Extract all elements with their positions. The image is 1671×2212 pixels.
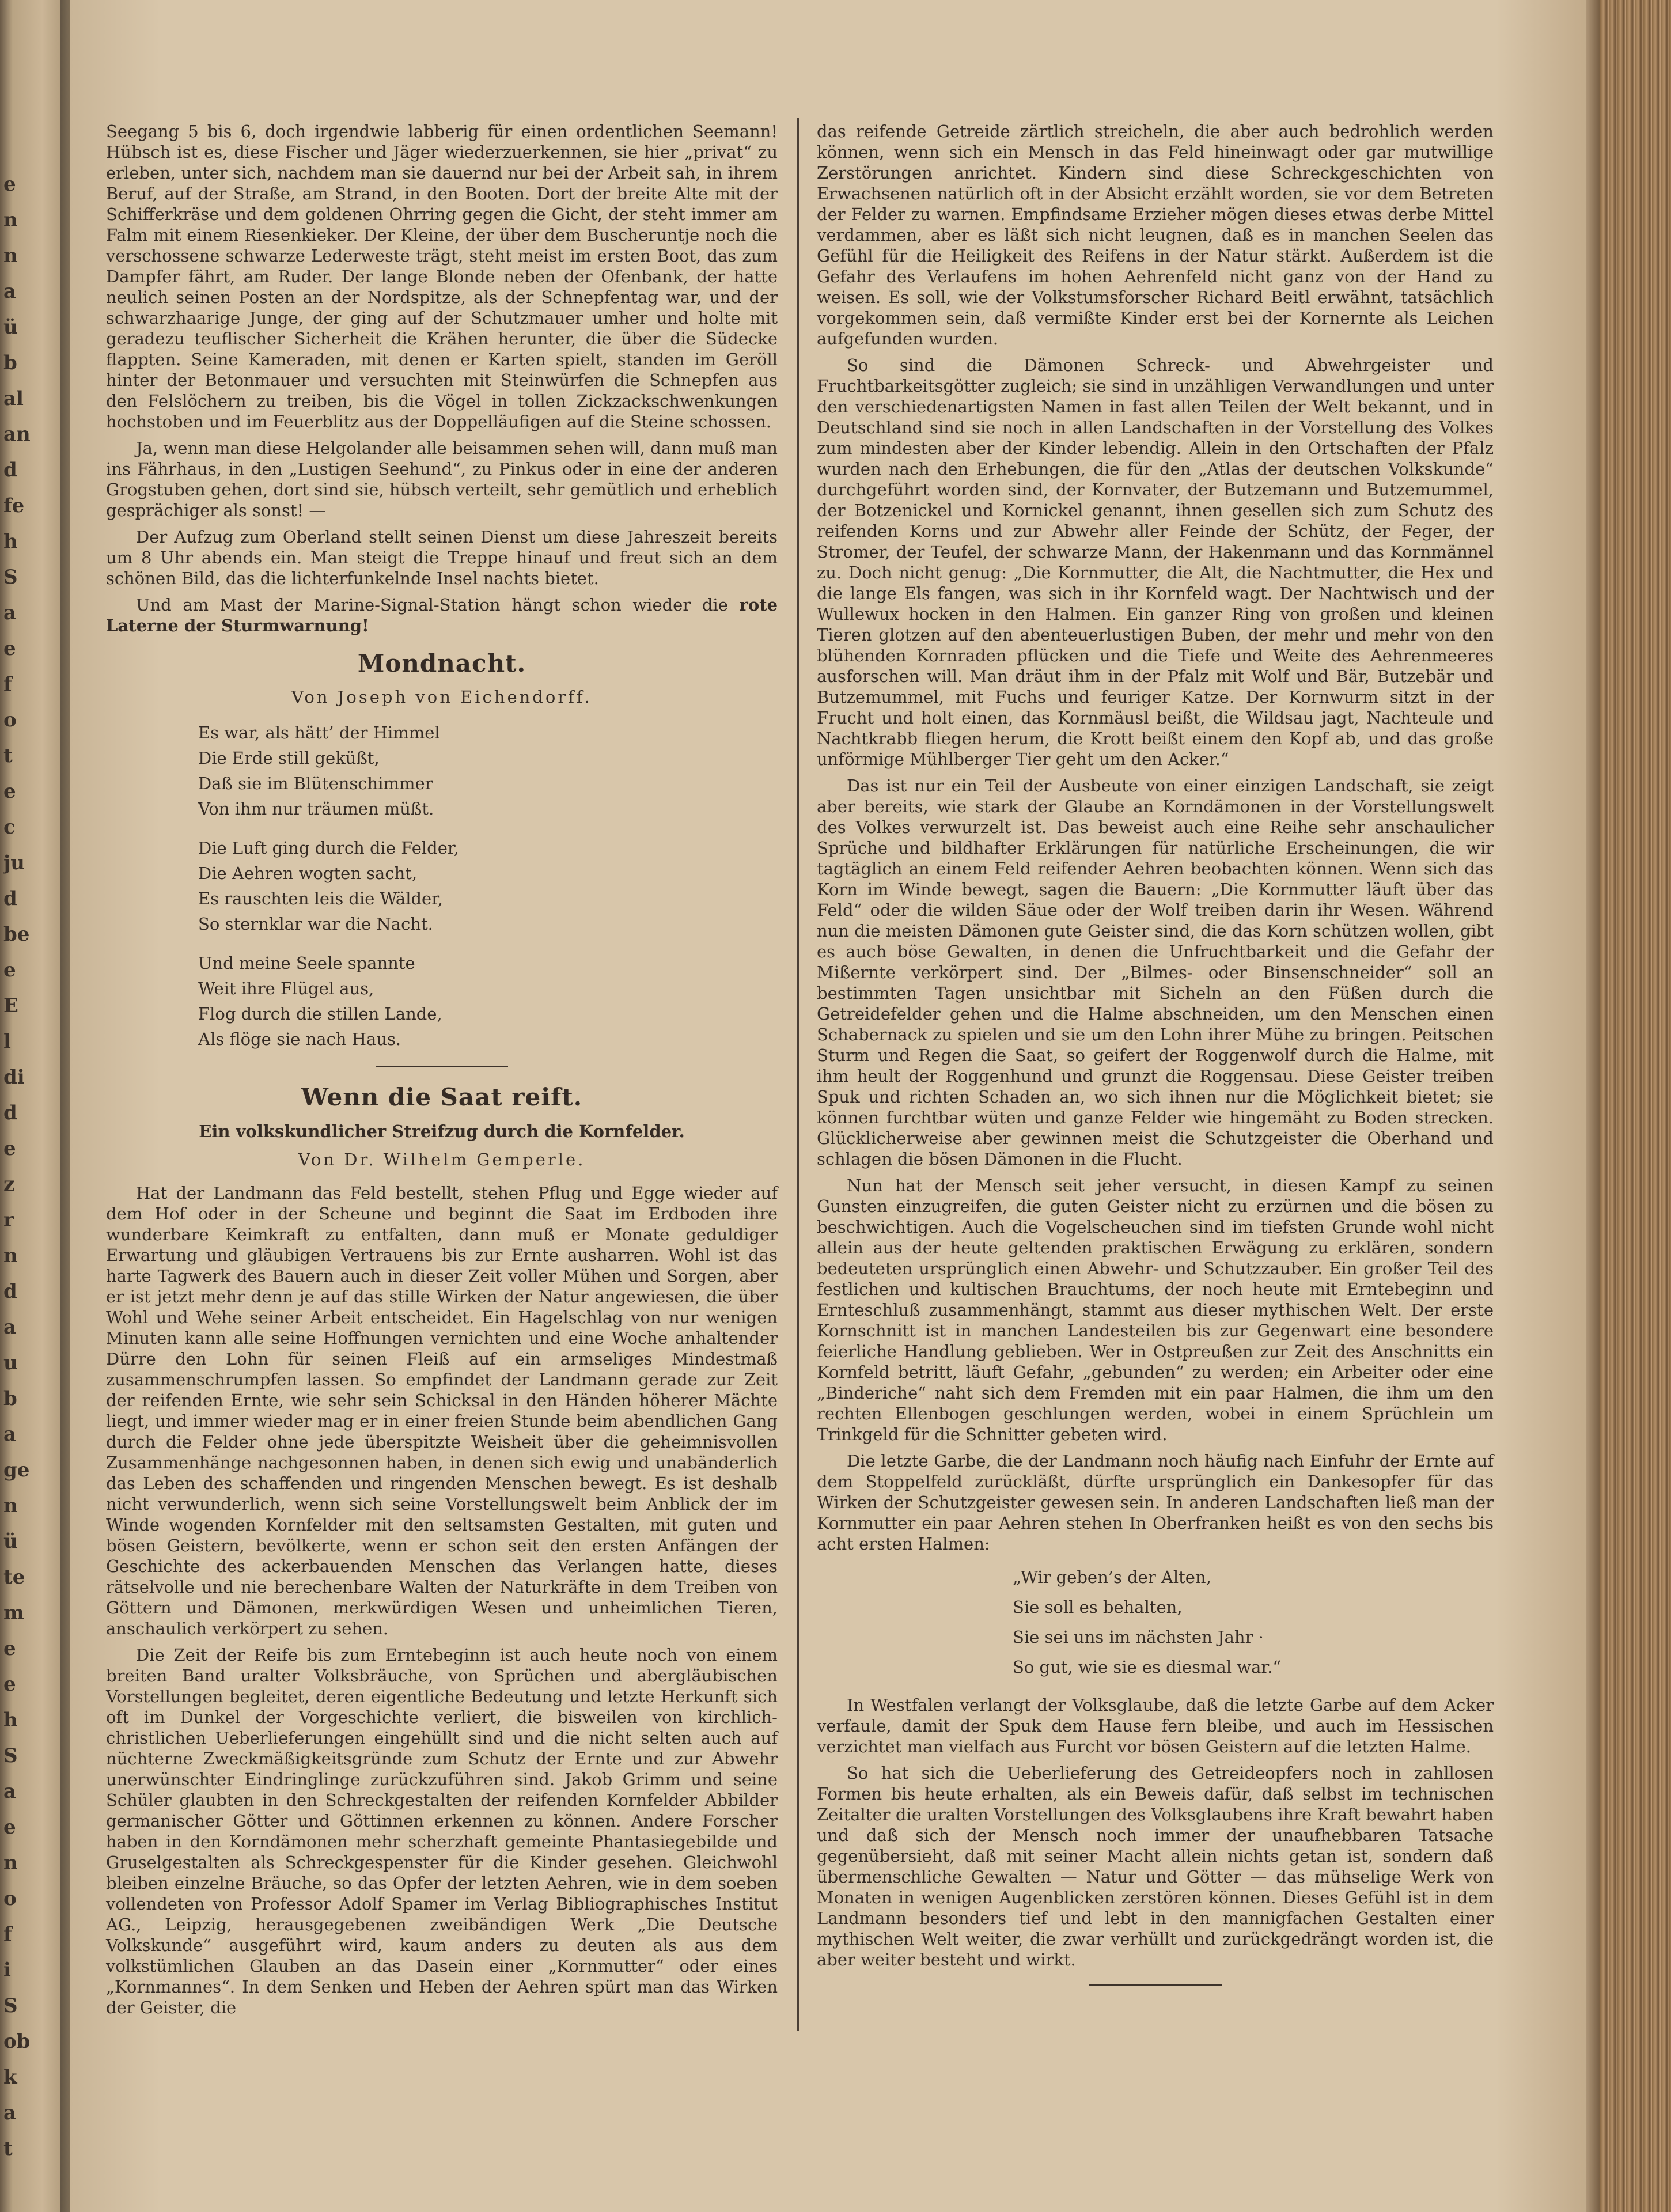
margin-fragment: S — [3, 1744, 18, 1767]
margin-fragment: be — [3, 923, 30, 946]
margin-fragment: al — [3, 387, 24, 410]
margin-fragment: n — [3, 1244, 18, 1267]
paragraph — [106, 594, 778, 636]
margin-fragment: f — [3, 673, 12, 696]
margin-fragment: e — [3, 780, 16, 803]
margin-fragment: b — [3, 351, 17, 374]
margin-fragment: ob — [3, 2030, 31, 2053]
paragraph: So hat sich die Ueberlieferung des Getreideopfers noch in zahllosen Formen bis heute erhalten, als ein Beweis dafür, daß selbst im technischen Zeitalter die uralten Vorstellungen des Volksglaubens ihre Kraft bewahrt haben und daß sich der Mensch noch immer der unaufhebbaren Tatsache gegenübersieht, daß mit seiner Macht allein nichts getan ist, sondern daß übermenschliche Gewalten — Natur und Götter — das mühselige Werk von Monaten in wenigen Augenblicken zerstören können. Dieses Gefühl ist in dem Landmann besonders tief und lebt in den mannigfachen Gestalten einer mythischen Welt weiter, die zwar verhüllt und zurückgedrängt worden ist, die aber weiter besteht und wirkt. — [817, 1763, 1494, 1969]
margin-fragment: e — [3, 637, 16, 660]
margin-fragment: h — [3, 1709, 18, 1732]
newspaper-page — [70, 0, 1586, 2212]
previous-page-edge — [0, 0, 70, 2212]
margin-fragment: h — [3, 530, 18, 553]
poem-line: Von ihm nur träumen müßt. — [198, 799, 434, 819]
paragraph: Das ist nur ein Teil der Ausbeute von einer einzigen Landschaft, sie zeigt aber bereits, wie stark der Glaube an Korndämonen in der Vorstellungswelt des Volkes verwurzelt ist. Das beweist auch eine Reihe sehr anschaulicher Sprüche und bildhafter Erklärungen für natürliche Erscheinungen, die wir tagtäglich an einem Feld reifender Aehren beobachten können. Wenn sich das Korn im Winde bewegt, sagen die Bauern: „Die Kornmutter läuft über das Feld“ oder die wilden Säue oder der Wolf treiben darin ihr Wesen. Während nun die meisten Dämonen gute Geister sind, die das Korn schützen wollen, gibt es auch böse Gewalten, in denen die Unfruchtbarkeit und die Gefahr der Mißernte verkörpert sind. Der „Bilmes- oder Binsenschneider“ soll an bestimmten Tagen unsichtbar mit Sicheln an den Füßen durch die Getreidefelder gehen und die Halme abschneiden, um den Menschen einen Schabernack zu spielen und sie um den Lohn ihrer Mühe zu bringen. Peitschen Sturm und Regen die Saat, so geifert der Roggenwolf durch die Halme, mit ihm heult der Roggenhund und grunzt die Roggensau. Diese Geister treiben Spuk und richten Schaden an, wo sich ihnen nur die Möglichkeit bietet; sie können furchtbar wüten und ganze Felder wie hingemäht zu Boden strecken. Glücklicherweise aber gewinnen meist die Schutzgeister die Oberhand und schlagen die bösen Dämonen in die Flucht. — [817, 776, 1494, 1169]
paragraph: Nun hat der Mensch seit jeher versucht, in diesen Kampf zu seinen Gunsten einzugreifen, die guten Geister nicht zu erzürnen und die bösen zu beschwichtigen. Auch die Vogelscheuchen sind im tiefsten Grunde wohl nicht allein aus der heute geltenden praktischen Erwägung zu erklären, sondern bedeuteten ursprünglich einen Abwehr- und Schutzzauber. Ein großer Teil des festlichen und kultischen Brauchtums, der noch heute mit Erntebeginn und Ernteschluß zusammenhängt, stammt aus dieser mythischen Welt. Der erste Kornschnitt ist in manchen Landesteilen bis zur Gegenwart eine besondere feierliche Handlung geblieben. Wer in Ostpreußen zur Zeit des Anschnitts ein Kornfeld betritt, läuft Gefahr, „gebunden“ zu werden; ein Arbeiter oder eine „Binderiche“ naht sich dem Fremden mit ein paar Halmen, die ihm um den rechten Ellenbogen geschlungen werden, wobei in einem Sprüchlein um Trinkgeld für die Schnitter gebeten wird. — [817, 1176, 1494, 1444]
text-run: Und am Mast der Marine-Signal-Station hängt schon wieder die — [136, 595, 728, 615]
book-page-edges — [1600, 0, 1671, 2212]
paragraph: Die Zeit der Reife bis zum Erntebeginn ist auch heute noch von einem breiten Band uralter Volksbräuche, von Sprüchen und abergläubischen Vorstellungen begleitet, deren eigentliche Bedeutung und letzte Herkunft sich oft im Dunkel der Vorgeschichte verliert, die bisweilen von kirchlich-christlichen Ueberlieferungen eingehüllt sind und die nicht selten auch auf nüchterne Zweckmäßigkeitsgründe zum Schutz der Ernte und zur Abwehr unerwünschter Eindringlinge zurückzuführen sind. Jakob Grimm und seine Schüler glaubten in den Schreckgestalten der reifenden Kornfelder Abbilder germanischer Götter und Göttinnen erkennen zu können. Andere Forscher haben in den Korndämonen mehr scherzhaft gemeinte Phantasiegebilde und Gruselgestalten als Schreckgespenster für die Kinder gesehen. Gleichwohl bleiben einzelne Bräuche, so das Opfer der letzten Aehren, wie in dem soeben vollendeten von Professor Adolf Spamer im Verlag Bibliographisches Institut AG., Leipzig, herausgegebenen zweibändigen Werk „Die Deutsche Volkskunde“ ausgeführt wird, kaum anders zu deuten als aus dem volkstümlichen Glauben an das Dasein einer „Kornmutter“ oder eines „Kornmannes“. In dem Senken und Heben der Aehren spürt man das Wirken der Geister, die — [106, 1645, 778, 2017]
column-divider — [797, 118, 799, 2031]
margin-fragment: ge — [3, 1459, 30, 1482]
margin-fragment: e — [3, 173, 16, 196]
margin-fragment: d — [3, 887, 17, 910]
poem-line: Die Aehren wogten sacht, — [198, 863, 418, 883]
paragraph: Hat der Landmann das Feld bestellt, stehen Pflug und Egge wieder auf dem Hof oder in der Scheune und beginnt die Saat im Erdboden ihre wunderbare Keimkraft zu entfalten, dann muß er Monate geduldiger Erwartung und gläubigen Vertrauens bis zur Ernte ausharren. Wohl ist das harte Tagwerk des Bauern auch in dieser Zeit voller Mühen und Sorgen, aber er ist jetzt mehr denn je auf das stille Wirken der Natur angewiesen, die über Wohl und Wehe seiner Arbeit entscheidet. Ein Hagelschlag von nur wenigen Minuten kann alle seine Hoffnungen vernichten und eine Woche anhaltender Dürre den Lohn für seinen Fleiß auf ein armseliges Mindestmaß zusammenschrumpfen lassen. So empfindet der Landmann gerade zur Zeit der reifenden Ernte, wie sehr sein Schicksal in den Händen höherer Mächte liegt, und immer wieder mag er in einer freien Stunde beim abendlichen Gang durch die Felder ohne jede überspitzte Weisheit über die geheimnisvollen Zusammenhänge nachgesonnen haben, in denen sich ewig und unabänderlich das Leben des schaffenden und ringenden Menschen bewegt. Es ist deshalb nicht verwunderlich, wenn sich seine Vorstellungswelt beim Anblick der im Winde wogenden Kornfelder mit den seltsamsten Gestalten, mit guten und bösen Geistern, bevölkerte, wenn er schon seit den ersten Anfängen der Geschichte des ackerbauenden Menschen das Verlangen hatte, dieses rätselvolle und nie berechenbare Walten der Naturkräfte in dem Treiben von Göttern und Dämonen, merkwürdigen Wesen und unheimlichen Tieren, anschaulich verkörpert zu sehen. — [106, 1183, 778, 1638]
margin-fragment: d — [3, 1280, 17, 1303]
article-subtitle: Ein volkskundlicher Streifzug durch die Kornfelder. — [199, 1122, 685, 1141]
margin-fragment: a — [3, 1780, 17, 1803]
margin-fragment: f — [3, 1923, 12, 1946]
margin-fragment: d — [3, 459, 17, 482]
paragraph: Ja, wenn man diese Helgolander alle beisammen sehen will, dann muß man ins Fährhaus, in den „Lustigen Seehund“, zu Pinkus oder in eine der anderen Grogstuben gehen, dort sind sie, hübsch verteilt, sehr gemütlich und erheblich gesprächiger als sonst! — — [106, 438, 778, 520]
poem-line: Es war, als hätt’ der Himmel — [198, 723, 440, 743]
poem-line: Flog durch die stillen Lande, — [198, 1004, 442, 1024]
left-column — [106, 121, 778, 2024]
margin-fragment: te — [3, 1566, 25, 1589]
paragraph: In Westfalen verlangt der Volksglaube, daß die letzte Garbe auf dem Acker verfaule, damit der Spuk dem Hause fern bleibe, und auch im Hessischen verzichtet man vielfach aus Furcht vor bösen Geistern auf die letzten Halme. — [817, 1695, 1494, 1756]
margin-fragment: i — [3, 1959, 11, 1982]
quoted-verse — [1013, 1562, 1494, 1682]
paragraph: Die letzte Garbe, die der Landmann noch häufig nach Einfuhr der Ernte auf dem Stoppelfeld zurückläßt, dürfte ursprünglich ein Dankesopfer für das Wirken der Schutzgeister gewesen sein. In anderen Landschaften ließ man der Kornmutter ein paar Aehren stehen In Oberfranken heißt es von den sechs bis acht ersten Halmen: — [817, 1451, 1494, 1554]
margin-fragment: d — [3, 1101, 17, 1124]
margin-fragment: e — [3, 1816, 16, 1839]
margin-fragment: a — [3, 601, 17, 624]
margin-fragment: a — [3, 280, 17, 303]
margin-fragment: S — [3, 566, 18, 589]
margin-fragment: ü — [3, 1530, 18, 1553]
margin-fragment: ju — [3, 851, 25, 874]
verse-line: So gut, wie sie es diesmal war.“ — [1013, 1657, 1282, 1677]
poem-stanza — [198, 950, 778, 1052]
end-rule — [1089, 1984, 1222, 1986]
poem-line: Als flöge sie nach Haus. — [198, 1029, 401, 1049]
margin-fragment: k — [3, 2066, 17, 2089]
poem-title: Mondnacht. — [357, 649, 526, 677]
paragraph: das reifende Getreide zärtlich streicheln, die aber auch bedrohlich werden können, wenn sich ein Mensch in das Feld hineinwagt oder gar mutwillige Zerstörungen anrichtet. Kindern sind diese Schreckgeschichten von Erwachsenen natürlich oft in der Absicht erzählt worden, sie vor dem Betreten der Felder zu warnen. Empfindsame Erzieher mögen dieses etwas derbe Mittel verdammen, aber es läßt sich nicht leugnen, daß es in manchen Seelen das Gefühl für die Heiligkeit des Reifens in der Natur stärkt. Außerdem ist die Gefahr des Verlaufens im hohen Aehrenfeld nicht ganz von der Hand zu weisen. Es soll, wie der Volkstumsforscher Richard Beitl erwähnt, tatsächlich vorgekommen sein, daß vermißte Kinder erst bei der Kornernte als Leichen aufgefunden wurden. — [817, 122, 1494, 349]
margin-fragment: a — [3, 2101, 17, 2124]
margin-fragment: E — [3, 994, 18, 1017]
margin-fragment: u — [3, 1351, 18, 1374]
paragraph: So sind die Dämonen Schreck- und Abwehrgeister und Fruchtbarkeitsgötter zugleich; sie sind in unzähligen Verwandlungen und unter den verschiedenartigsten Namen in fast allen Teilen der Welt bekannt, und in Deutschland sind sie noch in allen Landschaften in der Vorstellung des Volkes zum mindesten aber der Kinder lebendig. Allein in den Ortschaften der Pfalz wurden nach den Erhebungen, die für den „Atlas der deutschen Volkskunde“ durchgeführt worden sind, der Kornvater, der Butzemann und Butzemummel, der Botzenickel und Kornickel genannt, ihnen gesellen sich zum Schutz des reifenden Korns und zur Abwehr aller Feinde der Schütz, der Feger, der Stromer, der Teufel, der schwarze Mann, der Hakenmann und das Kornmännel zu. Doch nicht genug: „Die Kornmutter, die Alt, die Nachtmutter, die Hex und die lange Els fangen, was sich in ihr Kornfeld wagt. Der Nachtwisch und der Wullewux hocken in den Halmen. Ein ganzer Ring von großen und kleinen Tieren glotzen auf den abenteuerlustigen Buben, der mehr und mehr von den blühenden Kornraden pflücken und die Tiefe und Weite des Aehrenmeeres ausforschen will. Man dräut ihm in der Pfalz mit Wolf und Bär, Butzebär und Butzemummel, mit Fuchs und feuriger Katze. Der Kornwurm sitzt in der Frucht und holt einen, das Kornmäusl beißt, die Wildsau jagt, Nachteule und Nachtkrabb fliegen herum, die Krott beißt einem den Kopf ab, und das große unförmige Mühlberger Tier geht um den Acker.“ — [817, 355, 1494, 769]
poem-stanza — [198, 835, 778, 937]
margin-fragment: e — [3, 1137, 16, 1160]
margin-fragment: n — [3, 244, 18, 267]
poem-line: Es rauschten leis die Wälder, — [198, 889, 444, 908]
poem-stanza — [198, 720, 778, 821]
poem-line: So sternklar war die Nacht. — [198, 914, 433, 934]
poem-line: Weit ihre Flügel aus, — [198, 979, 374, 998]
margin-fragment: a — [3, 1423, 17, 1446]
poem-line: Die Luft ging durch die Felder, — [198, 838, 459, 858]
margin-fragment: di — [3, 1066, 25, 1089]
poem-line: Daß sie im Blütenschimmer — [198, 774, 433, 793]
article-title: Wenn die Saat reift. — [301, 1083, 583, 1111]
poem-line: Und meine Seele spannte — [198, 953, 415, 973]
margin-fragment: n — [3, 1851, 18, 1874]
margin-fragment: ü — [3, 316, 18, 339]
margin-fragment: z — [3, 1173, 15, 1196]
emphasis-text: rote Laterne der Sturmwarnung! — [106, 595, 778, 635]
verse-line: Sie soll es behalten, — [1013, 1597, 1183, 1617]
margin-fragment: o — [3, 1887, 17, 1910]
margin-fragment: S — [3, 1994, 18, 2017]
margin-fragment: m — [3, 1601, 24, 1624]
margin-fragment: r — [3, 1209, 14, 1232]
article-author: Von Dr. Wilhelm Gemperle. — [298, 1150, 586, 1169]
section-rule — [376, 1066, 508, 1067]
margin-fragment: fe — [3, 494, 25, 517]
verse-line: „Wir geben’s der Alten, — [1013, 1567, 1211, 1587]
margin-fragment: e — [3, 1637, 16, 1660]
margin-fragment: b — [3, 1387, 17, 1410]
margin-fragment: t — [3, 2137, 13, 2160]
margin-fragment: o — [3, 709, 17, 732]
margin-fragment: n — [3, 209, 18, 232]
verse-line: Sie sei uns im nächsten Jahr · — [1013, 1627, 1264, 1647]
margin-fragment: c — [3, 816, 16, 839]
margin-fragment: n — [3, 1494, 18, 1517]
margin-fragment: an — [3, 423, 31, 446]
poem-line: Die Erde still geküßt, — [198, 748, 380, 768]
margin-fragment: t — [3, 744, 13, 767]
margin-fragment: l — [3, 1030, 11, 1053]
margin-fragment: a — [3, 1316, 17, 1339]
poem-author: Von Joseph von Eichendorff. — [291, 687, 592, 707]
paragraph: Seegang 5 bis 6, doch irgendwie labberig für einen ordentlichen Seemann! Hübsch ist es, diese Fischer und Jäger wiederzuerkennen, sie hier „privat“ zu erleben, unter sich, nachdem man sie dauernd nur bei der Arbeit sah, in ihrem Beruf, auf der Straße, am Strand, in den Booten. Dort der breite Alte mit der Schifferkräse und dem goldenen Ohrring gegen die Gicht, der steht immer am Falm mit einem Riesenkieker. Der Kleine, der über dem Buscheruntje noch die verschossene schwarze Lederweste trägt, steht meist im ersten Boot, das zum Dampfer fährt, am Ruder. Der lange Blonde neben der Ofenbank, der hatte neulich seinen Posten an der Nordspitze, als der Schnepfentag war, und der schwarzhaarige Junge, der ging auf der Schutzmauer umher und holte mit geradezu teuflischer Sicherheit die Krähen herunter, die über die Südecke flappten. Seine Kameraden, mit denen er Karten spielt, standen im Geröll hinter der Betonmauer und versuchten mit Steinwürfen die Schnepfen aus den Felslöchern zu treiben, bis die Vögel in tollen Zickzackschwenkungen hochstoben und im Feuerblitz aus der Doppelläufigen auf die Steine schossen. — [106, 122, 778, 431]
margin-fragment: e — [3, 1673, 16, 1696]
margin-fragment: e — [3, 959, 16, 982]
right-column — [817, 121, 1494, 2001]
paragraph: Der Aufzug zum Oberland stellt seinen Dienst um diese Jahreszeit bereits um 8 Uhr abends ein. Man steigt die Treppe hinauf und freut sich an dem schönen Bild, das die lichterfunkelnde Insel nachts bietet. — [106, 527, 778, 588]
